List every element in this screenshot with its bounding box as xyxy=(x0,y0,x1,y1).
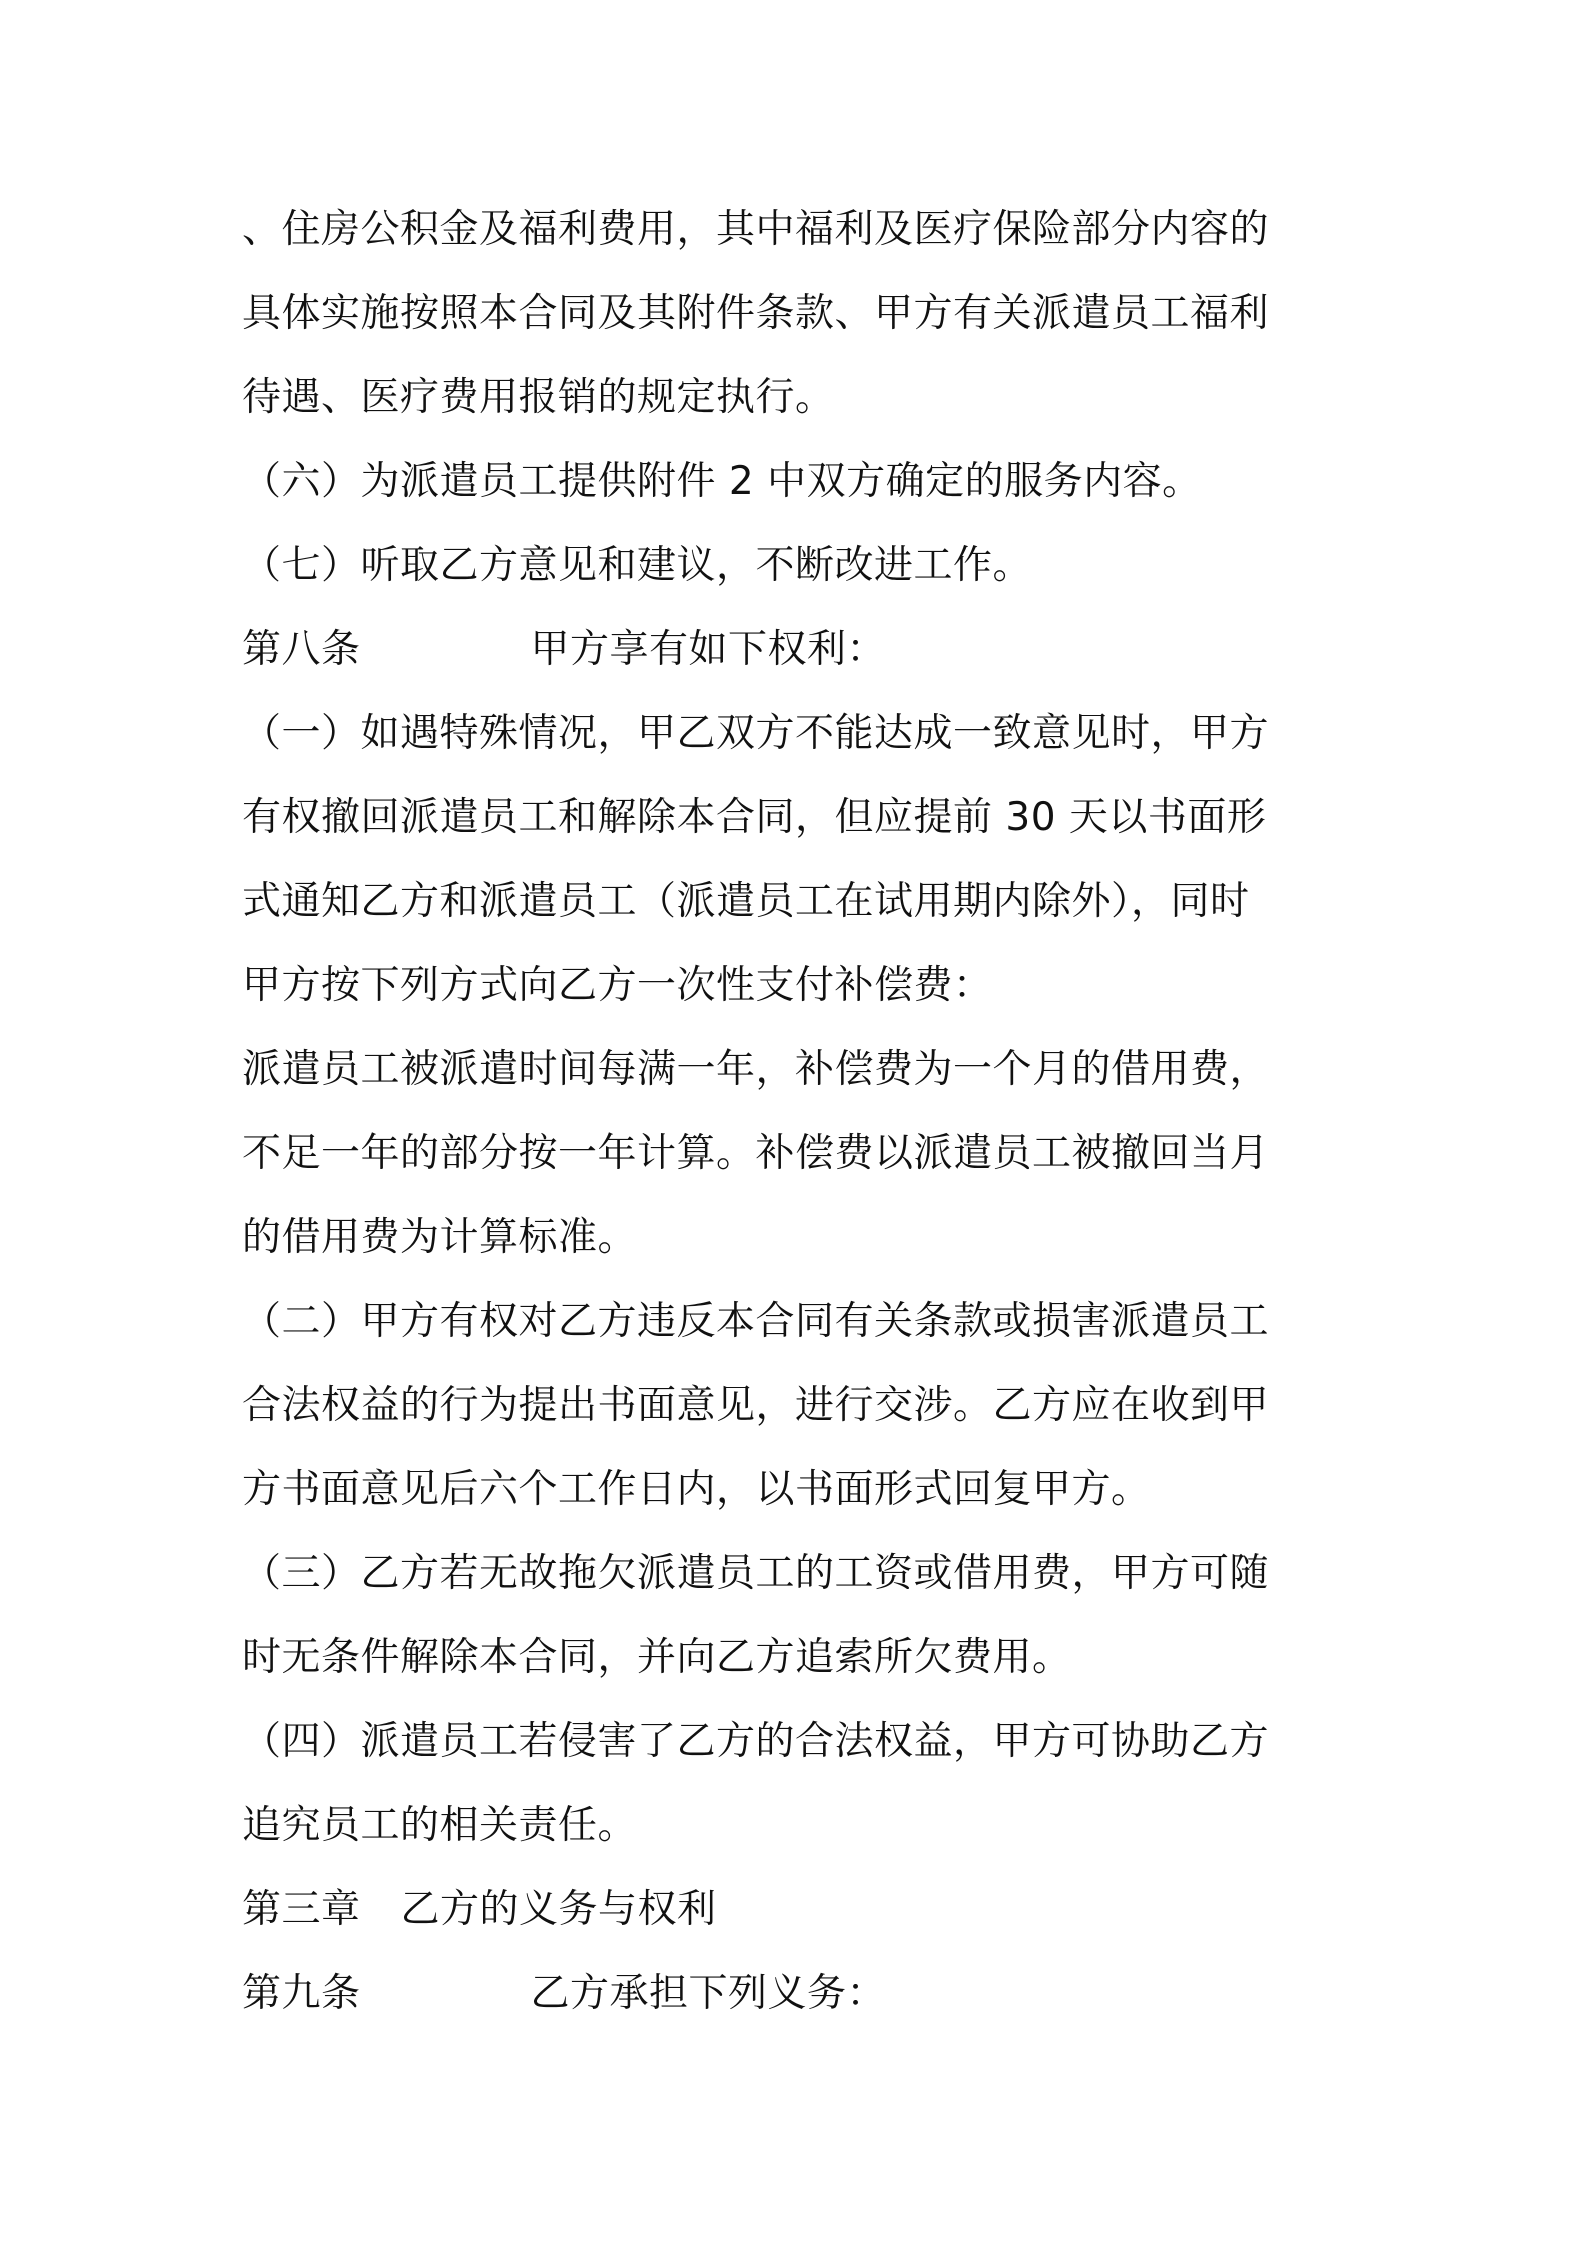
text-line: 式通知乙方和派遣员工（派遣员工在试用期内除外），同时 xyxy=(242,879,1250,924)
text-line: 合法权益的行为提出书面意见，进行交涉。乙方应在收到甲 xyxy=(242,1383,1270,1428)
article-8-title: 甲方享有如下权利： xyxy=(530,627,887,672)
text-line: 、住房公积金及福利费用，其中福利及医疗保险部分内容的 xyxy=(242,207,1270,252)
text-line: （一）如遇特殊情况，甲乙双方不能达成一致意见时，甲方 xyxy=(242,711,1270,756)
text-line: （四）派遣员工若侵害了乙方的合法权益，甲方可协助乙方 xyxy=(242,1719,1270,1764)
text-line: 待遇、医疗费用报销的规定执行。 xyxy=(242,375,835,420)
text-line: 追究员工的相关责任。 xyxy=(242,1803,638,1848)
text-line: （二）甲方有权对乙方违反本合同有关条款或损害派遣员工 xyxy=(242,1299,1270,1344)
article-9-title: 乙方承担下列义务： xyxy=(530,1971,887,2016)
text-line: （七）听取乙方意见和建议，不断改进工作。 xyxy=(242,543,1033,588)
article-8-number: 第八条 xyxy=(242,627,361,672)
text-line: 派遣员工被派遣时间每满一年，补偿费为一个月的借用费， xyxy=(242,1047,1270,1092)
text-line: 时无条件解除本合同，并向乙方追索所欠费用。 xyxy=(242,1635,1072,1680)
text-line: 具体实施按照本合同及其附件条款、甲方有关派遣员工福利 xyxy=(242,291,1270,336)
text-line: 甲方按下列方式向乙方一次性支付补偿费： xyxy=(242,963,993,1008)
article-9-number: 第九条 xyxy=(242,1971,361,2016)
text-line: （六）为派遣员工提供附件 2 中双方确定的服务内容。 xyxy=(242,459,1202,504)
chapter-3-title: 乙方的义务与权利 xyxy=(400,1887,717,1932)
chapter-3-number: 第三章 xyxy=(242,1887,361,1932)
text-line: （三）乙方若无故拖欠派遣员工的工资或借用费，甲方可随 xyxy=(242,1551,1270,1596)
text-line: 有权撤回派遣员工和解除本合同，但应提前 30 天以书面形 xyxy=(242,795,1267,840)
article-8-heading xyxy=(242,608,1362,692)
text-line: 不足一年的部分按一年计算。补偿费以派遣员工被撤回当月 xyxy=(242,1131,1270,1176)
chapter-3-heading xyxy=(242,1868,1362,1952)
article-9-heading xyxy=(242,1952,1362,2036)
text-line: 的借用费为计算标准。 xyxy=(242,1215,638,1260)
text-line: 方书面意见后六个工作日内，以书面形式回复甲方。 xyxy=(242,1467,1151,1512)
